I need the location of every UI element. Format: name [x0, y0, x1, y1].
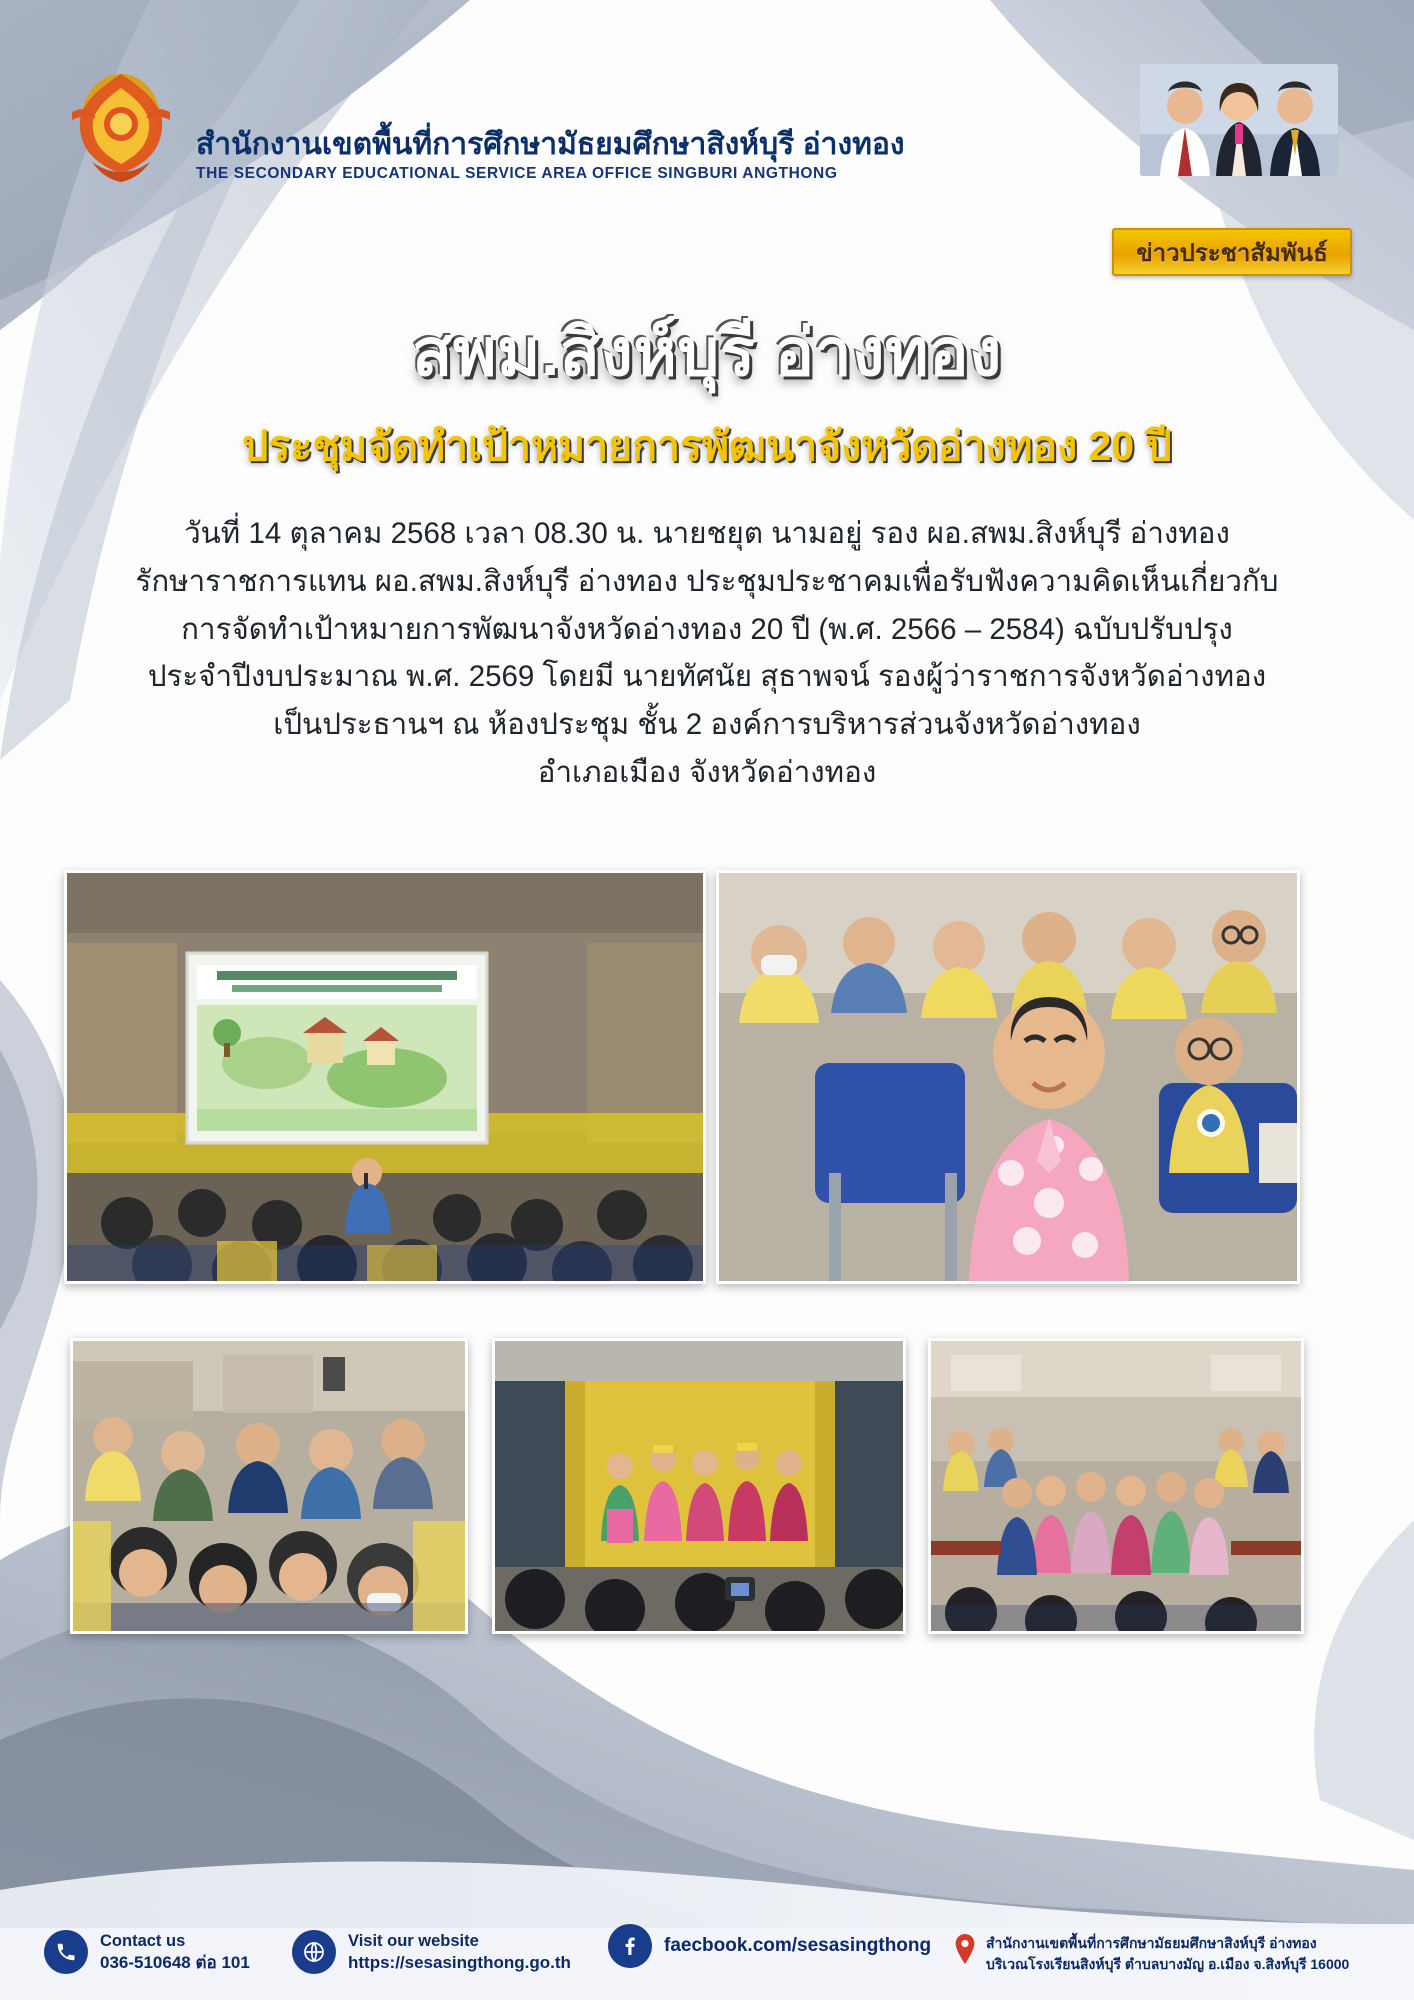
footer-facebook[interactable]: [608, 1924, 931, 1968]
map-pin-icon-svg: [953, 1933, 977, 1965]
org-name-block: [196, 128, 905, 183]
body-line-4: ประจำปีงบประมาณ พ.ศ. 2569 โดยมี นายทัศนัย สุธาพจน์ รองผู้ว่าราชการจังหวัดอ่างทอง: [147, 660, 1267, 694]
photo-group-on-stage-svg: [931, 1341, 1301, 1631]
news-badge: [1112, 228, 1352, 276]
body-line-3: การจัดทำเป้าหมายการพัฒนาจังหวัดอ่างทอง 20 ปี (พ.ศ. 2566 – 2584) ฉบับปรับปรุง: [181, 612, 1233, 646]
footer-contact: [44, 1930, 250, 1974]
page-subtitle: ประชุมจัดทำเป้าหมายการพัฒนาจังหวัดอ่างทอง 20 ปี: [242, 423, 1172, 469]
photo-attendee-pink-shirt-svg: [719, 873, 1297, 1281]
body-line-1: วันที่ 14 ตุลาคม 2568 เวลา 08.30 น. นายชยุต นามอยู่ รอง ผอ.สพม.สิงห์บุรี อ่างทอง: [184, 517, 1230, 550]
garuda-seal-svg: [62, 58, 180, 183]
footer-contact-label: Contact us: [100, 1932, 186, 1951]
photo-conference-presentation: [64, 870, 706, 1284]
footer-website-url[interactable]: https://sesasingthong.go.th: [348, 1952, 571, 1972]
footer-website-text: [348, 1931, 571, 1973]
footer-address-line-1: สำนักงานเขตพื้นที่การศึกษามัธยมศึกษาสิงห์บุรี อ่างทอง: [986, 1935, 1317, 1952]
footer-address-line-2: บริเวณโรงเรียนสิงห์บุรี ตำบลบางมัญ อ.เมือง จ.สิงห์บุรี 16000: [986, 1955, 1350, 1972]
photo-stage-performance: [492, 1338, 906, 1634]
poster-footer: [0, 1888, 1414, 2000]
photo-stage-performance-svg: [495, 1341, 903, 1631]
phone-icon-svg: [55, 1941, 77, 1963]
body-text: [110, 510, 1304, 797]
body-line-6: อำเภอเมือง จังหวัดอ่างทอง: [537, 755, 877, 789]
body-line-2: รักษาราชการแทน ผอ.สพม.สิงห์บุรี อ่างทอง ประชุมประชาคมเพื่อรับฟังความคิดเห็นเกี่ยวกับ: [135, 564, 1279, 598]
globe-icon: [292, 1930, 336, 1974]
photo-attendee-pink-shirt: [716, 870, 1300, 1284]
footer-website[interactable]: [292, 1930, 571, 1974]
photo-conference-presentation-svg: [67, 873, 703, 1281]
photo-audience-seated: [70, 1338, 468, 1634]
footer-website-label: Visit our website: [348, 1932, 479, 1951]
footer-facebook-url[interactable]: faecbook.com/sesasingthong: [664, 1935, 932, 1957]
facebook-icon: [608, 1924, 652, 1968]
footer-contact-text: [100, 1931, 250, 1973]
globe-icon-svg: [302, 1940, 326, 1964]
org-name-en: THE SECONDARY EDUCATIONAL SERVICE AREA OFFICE SINGBURI ANGTHONG: [196, 165, 838, 182]
executive-team-photo: [1140, 64, 1338, 176]
news-badge-label: ข่าวประชาสัมพันธ์: [1136, 239, 1328, 267]
executive-team-photo-svg: [1140, 64, 1338, 176]
facebook-icon-svg: [618, 1934, 642, 1958]
garuda-seal-icon: [62, 58, 180, 183]
photo-group-on-stage: [928, 1338, 1304, 1634]
body-line-5: เป็นประธานฯ ณ ห้องประชุม ชั้น 2 องค์การบริหารส่วนจังหวัดอ่างทอง: [273, 708, 1141, 742]
map-pin-icon: [952, 1933, 978, 1967]
footer-address-lines: [986, 1933, 1349, 1974]
org-name-th: สำนักงานเขตพื้นที่การศึกษามัธยมศึกษาสิงห์บุรี อ่างทอง: [196, 128, 905, 161]
poster-header: [0, 0, 1414, 267]
footer-contact-value[interactable]: 036-510648 ต่อ 101: [100, 1952, 250, 1972]
footer-address: [952, 1933, 1349, 1974]
photo-audience-seated-svg: [73, 1341, 465, 1631]
page-title: สพม.สิงห์บุรี อ่างทอง: [412, 315, 1002, 389]
footer-facebook-text: [664, 1934, 931, 1958]
phone-icon: [44, 1930, 88, 1974]
